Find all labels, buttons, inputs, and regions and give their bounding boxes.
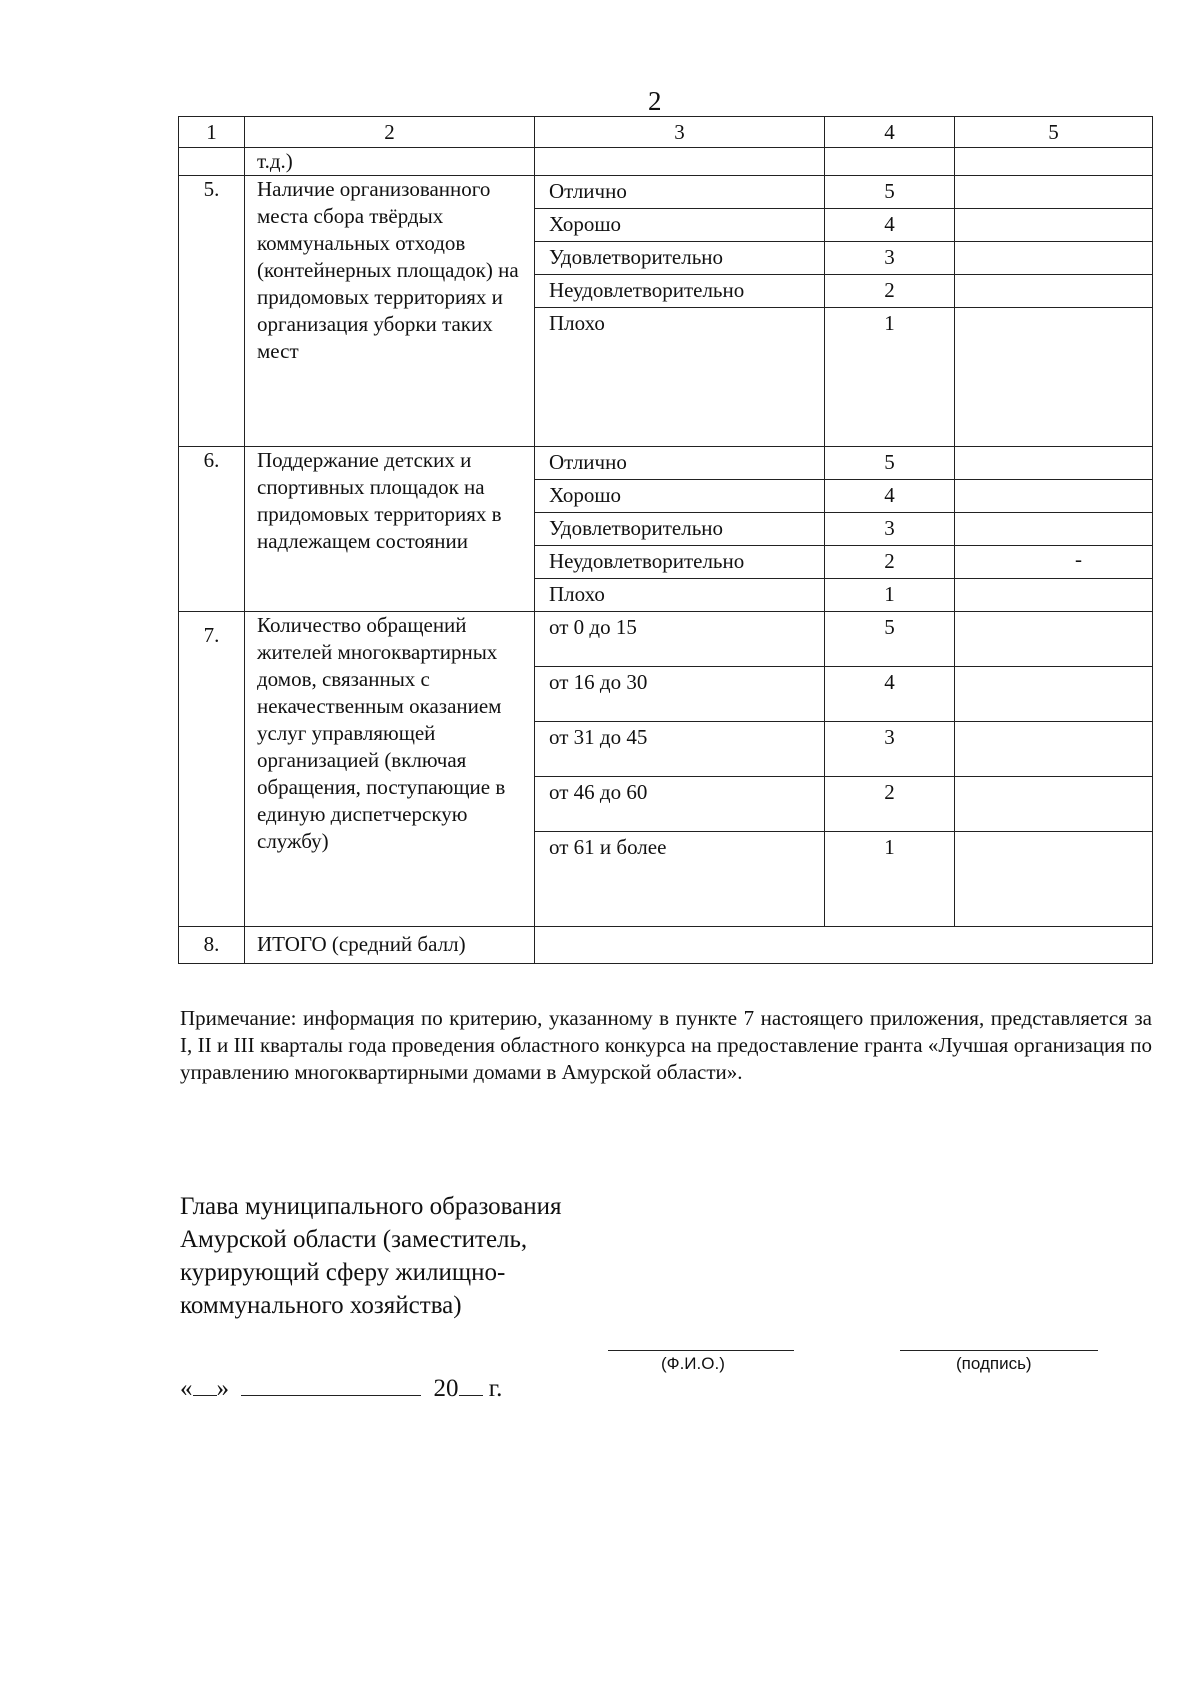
note-paragraph: Примечание: информация по критерию, указанному в пункте 7 настоящего приложения, представляется за I, II и III кварталы года проведения областного конкурса на предоставление гранта «Лучшая организация по управлению многоквартирными домами в Амурской области». xyxy=(180,1006,1152,1084)
row-number: 8. xyxy=(179,927,245,964)
score-cell xyxy=(955,722,1153,777)
year-blank xyxy=(459,1375,483,1396)
score-cell xyxy=(955,242,1153,275)
option-label: Отлично xyxy=(535,176,825,209)
year-suffix: г. xyxy=(488,1375,503,1402)
year-prefix: 20 xyxy=(433,1375,459,1402)
option-score: 2 xyxy=(825,275,955,308)
option-label: от 0 до 15 xyxy=(535,612,825,667)
header-cell: 1 xyxy=(179,117,245,148)
signature-line xyxy=(900,1350,1098,1351)
option-score: 3 xyxy=(825,242,955,275)
option-score: 2 xyxy=(825,777,955,832)
score-cell xyxy=(955,209,1153,242)
option-score: 3 xyxy=(825,722,955,777)
option-score: 5 xyxy=(825,612,955,667)
criterion-text: Количество обращений жителей многоквартирных домов, связанных с некачественным оказанием услуг управляющей организацией (включая обращения, поступающие в единую диспетчерскую службу) xyxy=(245,612,535,927)
continuation-row xyxy=(179,148,1153,176)
score-cell xyxy=(955,275,1153,308)
option-score: 4 xyxy=(825,667,955,722)
continuation-text: т.д.) xyxy=(245,148,535,176)
option-label: Отлично xyxy=(535,447,825,480)
option-score: 5 xyxy=(825,176,955,209)
header-cell: 3 xyxy=(535,117,825,148)
score-cell: - xyxy=(955,546,1153,579)
table-row xyxy=(179,447,1153,480)
option-label: Неудовлетворительно xyxy=(535,546,825,579)
header-cell: 2 xyxy=(245,117,535,148)
total-value-cell xyxy=(535,927,1153,964)
row-number: 7. xyxy=(179,612,245,927)
score-cell xyxy=(955,480,1153,513)
option-score: 1 xyxy=(825,579,955,612)
option-label: от 31 до 45 xyxy=(535,722,825,777)
criteria-table xyxy=(178,116,1153,964)
option-label: от 61 и более xyxy=(535,832,825,927)
score-cell xyxy=(955,176,1153,209)
score-cell xyxy=(955,612,1153,667)
option-label: Хорошо xyxy=(535,209,825,242)
table-header-row xyxy=(179,117,1153,148)
score-cell xyxy=(955,667,1153,722)
table-row xyxy=(179,612,1153,667)
option-label: от 46 до 60 xyxy=(535,777,825,832)
header-cell: 4 xyxy=(825,117,955,148)
row-number: 5. xyxy=(179,176,245,447)
total-label: ИТОГО (средний балл) xyxy=(245,927,535,964)
option-label: Удовлетворительно xyxy=(535,242,825,275)
option-score: 2 xyxy=(825,546,955,579)
option-label: Хорошо xyxy=(535,480,825,513)
page-number: 2 xyxy=(648,86,662,116)
date-quote-close: » xyxy=(216,1375,229,1402)
score-cell xyxy=(955,832,1153,927)
table-row xyxy=(179,176,1153,209)
criterion-text: Поддержание детских и спортивных площадок на придомовых территориях в надлежащем состоянии xyxy=(245,447,535,612)
option-score: 4 xyxy=(825,209,955,242)
score-cell xyxy=(955,513,1153,546)
total-row xyxy=(179,927,1153,964)
option-score: 4 xyxy=(825,480,955,513)
criterion-text: Наличие организованного места сбора твёрдых коммунальных отходов (контейнерных площадок) на придомовых территориях и организация уборки таких мест xyxy=(245,176,535,447)
header-cell: 5 xyxy=(955,117,1153,148)
score-cell xyxy=(955,447,1153,480)
signer-title: Глава муниципального образования Амурской области (заместитель, курирующий сферу жилищно-коммунального хозяйства) xyxy=(180,1193,562,1319)
option-label: Плохо xyxy=(535,579,825,612)
option-score: 3 xyxy=(825,513,955,546)
option-label: от 16 до 30 xyxy=(535,667,825,722)
row-number: 6. xyxy=(179,447,245,612)
score-cell xyxy=(955,308,1153,447)
fio-caption: (Ф.И.О.) xyxy=(661,1354,725,1373)
option-score: 1 xyxy=(825,832,955,927)
option-score: 1 xyxy=(825,308,955,447)
signature-caption: (подпись) xyxy=(956,1354,1032,1373)
day-blank xyxy=(193,1375,217,1396)
option-label: Неудовлетворительно xyxy=(535,275,825,308)
score-cell xyxy=(955,777,1153,832)
fio-line xyxy=(608,1350,794,1351)
date-line xyxy=(180,1374,502,1404)
option-label: Плохо xyxy=(535,308,825,447)
score-cell xyxy=(955,579,1153,612)
date-quote-open: « xyxy=(180,1375,193,1402)
option-score: 5 xyxy=(825,447,955,480)
month-blank xyxy=(241,1375,421,1396)
option-label: Удовлетворительно xyxy=(535,513,825,546)
